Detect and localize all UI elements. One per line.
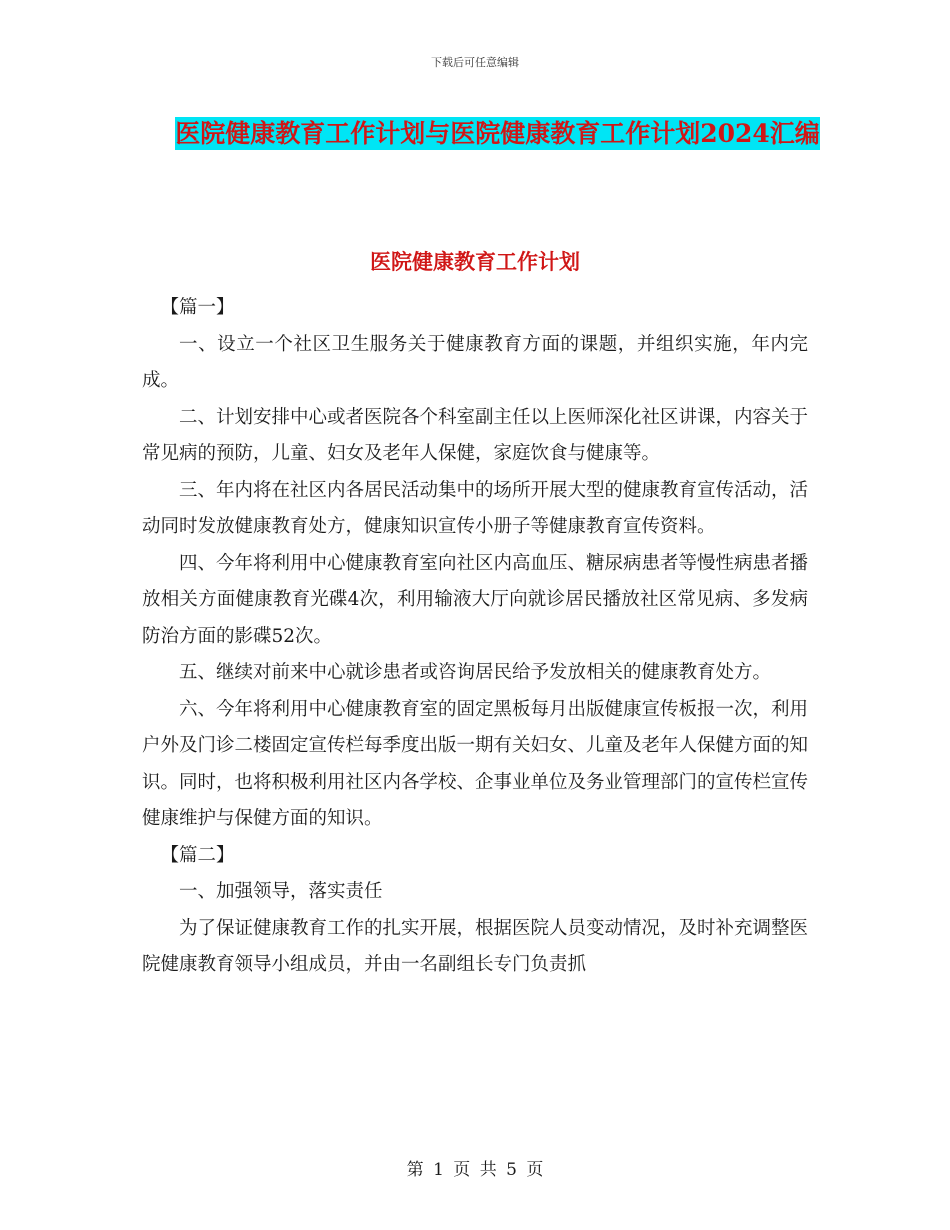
- page-header-note: 下载后可任意编辑: [431, 56, 519, 69]
- section-heading-part-one: 【篇一】: [160, 297, 235, 318]
- section-title: 医院健康教育工作计划: [370, 249, 580, 274]
- paragraph-item-4: 四、今年将利用中心健康教育室向社区内高血压、糖尿病患者等慢性病患者播放相关方面健康教育光碟4次，利用输液大厅向就诊居民播放社区常见病、多发病防治方面的影碟52次。: [142, 552, 809, 647]
- document-title: [145, 112, 850, 155]
- paragraph-item-5: 五、继续对前来中心就诊患者或咨询居民给予发放相关的健康教育处方。: [179, 662, 772, 683]
- section-heading-part-two: 【篇二】: [160, 844, 235, 866]
- document-title-text: 医院健康教育工作计划与医院健康教育工作计划2024汇编: [175, 119, 820, 148]
- paragraph-item-2: 二、计划安排中心或者医院各个科室副主任以上医师深化社区讲课，内容关于常见病的预防，儿童、妇女及老年人保健，家庭饮食与健康等。: [142, 406, 809, 464]
- page-number: 第 1 页 共 5 页: [406, 1160, 544, 1180]
- document-body: [142, 290, 808, 984]
- paragraph-subheading: 一、加强领导，落实责任: [179, 881, 383, 902]
- paragraph-item-3: 三、年内将在社区内各居民活动集中的场所开展大型的健康教育宣传活动，活动同时发放健康教育处方，健康知识宣传小册子等健康教育宣传资料。: [142, 479, 809, 537]
- paragraph-body: 为了保证健康教育工作的扎实开展，根据医院人员变动情况，及时补充调整医院健康教育领导小组成员，并由一名副组长专门负责抓: [142, 917, 809, 975]
- paragraph-item-6: 六、今年将利用中心健康教育室的固定黑板每月出版健康宣传板报一次，利用户外及门诊二楼固定宣传栏每季度出版一期有关妇女、儿童及老年人保健方面的知识。同时，也将积极利用社区内各学校、企事业单位及务业管理部门的宣传栏宣传健康维护与保健方面的知识。: [142, 698, 809, 829]
- paragraph-item-1: 一、设立一个社区卫生服务关于健康教育方面的课题，并组织实施，年内完成。: [142, 333, 808, 391]
